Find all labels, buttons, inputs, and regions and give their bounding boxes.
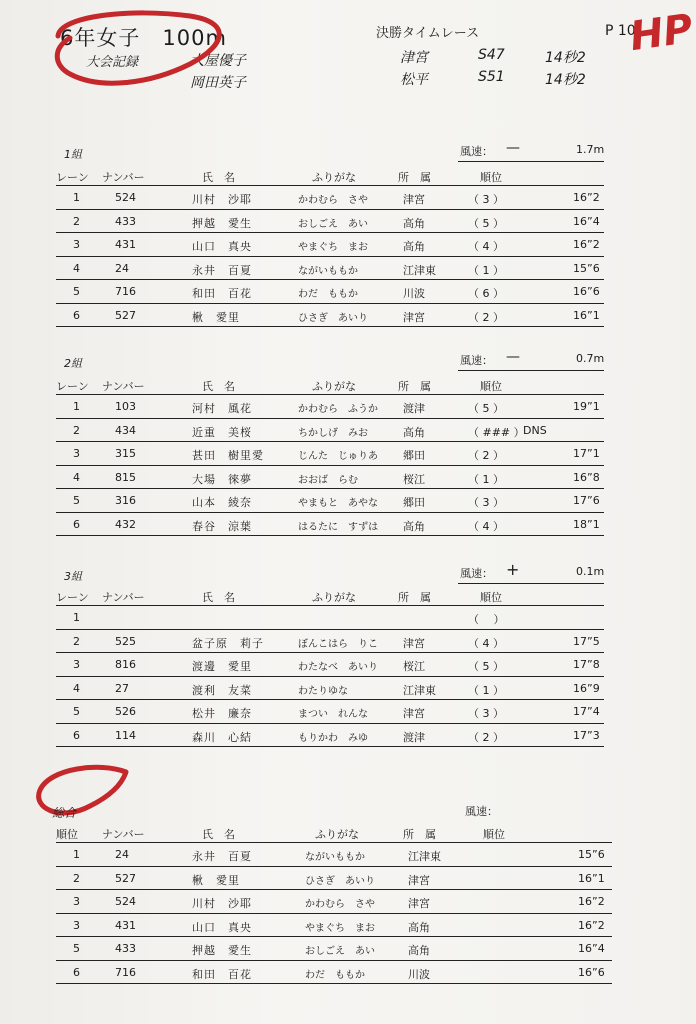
table-row bbox=[0, 653, 680, 676]
record-label: 大会記録 bbox=[86, 55, 139, 70]
table-row bbox=[0, 843, 680, 866]
name-cell: 山口 真央 bbox=[192, 920, 252, 934]
wind-underline bbox=[458, 161, 604, 162]
record-time-2: 14秒2 bbox=[545, 72, 586, 88]
rank-cell: （ ） bbox=[468, 613, 505, 626]
number-cell: 716 bbox=[115, 965, 136, 979]
col-overall-rank: 順位 bbox=[56, 828, 78, 841]
col-name: 氏 名 bbox=[202, 828, 235, 841]
rank-cell: （ 4 ） bbox=[468, 240, 504, 253]
number-cell: 816 bbox=[115, 658, 136, 671]
col-lane: レーン bbox=[56, 380, 89, 393]
table-row bbox=[0, 210, 680, 233]
time-cell: 16”2 bbox=[573, 191, 600, 204]
wind-value: 1.7m bbox=[576, 143, 605, 156]
rank-cell: （ 3 ） bbox=[468, 193, 504, 206]
team-cell: 津宮 bbox=[403, 636, 425, 650]
dns-cell: DNS bbox=[523, 423, 547, 437]
number-cell: 315 bbox=[115, 447, 136, 460]
furigana-cell: わたなべ あいり bbox=[298, 662, 378, 673]
table-row bbox=[0, 890, 680, 913]
time-cell: 15”6 bbox=[573, 261, 600, 275]
team-cell: 津宮 bbox=[403, 193, 425, 206]
red-circle-mark bbox=[40, 4, 230, 94]
lane-cell: 2 bbox=[73, 634, 80, 648]
team-cell: 津宮 bbox=[408, 897, 430, 910]
team-cell: 川波 bbox=[408, 967, 430, 981]
team-cell: 川波 bbox=[403, 287, 425, 300]
team-cell: 江津東 bbox=[403, 263, 436, 277]
furigana-cell: ひさぎ あいり bbox=[305, 875, 375, 887]
lane-cell: 4 bbox=[73, 470, 80, 484]
table-row bbox=[0, 395, 680, 418]
table-row bbox=[0, 914, 680, 937]
col-lane: レーン bbox=[56, 171, 89, 184]
time-cell: 16”8 bbox=[573, 470, 600, 484]
team-cell: 高角 bbox=[403, 216, 425, 230]
row-rule bbox=[56, 326, 604, 327]
furigana-cell: かわむら さや bbox=[305, 899, 375, 910]
team-cell: 江津東 bbox=[403, 683, 436, 697]
team-cell: 高角 bbox=[403, 240, 425, 253]
time-cell: 16”2 bbox=[578, 895, 605, 908]
furigana-cell: わたりゆな bbox=[298, 685, 348, 697]
number-cell: 716 bbox=[115, 285, 136, 298]
row-rule bbox=[56, 746, 604, 747]
number-cell: 431 bbox=[115, 238, 136, 251]
furigana-cell: ちかしげ みお bbox=[298, 427, 368, 439]
team-cell: 江津東 bbox=[408, 850, 441, 863]
furigana-cell: かわむら さや bbox=[298, 195, 368, 206]
time-cell: 17”8 bbox=[573, 658, 600, 671]
name-cell: 松井 廉奈 bbox=[192, 707, 252, 720]
col-name: 氏 名 bbox=[202, 380, 235, 393]
lane-cell: 3 bbox=[73, 238, 80, 251]
row-rule bbox=[56, 535, 604, 536]
furigana-cell: はるたに すずは bbox=[298, 521, 379, 533]
overall-rank-cell: 5 bbox=[73, 942, 80, 955]
table-row bbox=[0, 937, 680, 960]
table-row bbox=[0, 630, 680, 653]
rank-cell: （ ### ） bbox=[468, 425, 525, 439]
time-cell: 17”6 bbox=[573, 494, 600, 507]
team-cell: 桜江 bbox=[403, 660, 425, 673]
wind-label: 風速： bbox=[460, 567, 493, 580]
number-cell: 434 bbox=[115, 423, 136, 437]
wind-label: 風速： bbox=[465, 805, 498, 818]
time-cell: 17”3 bbox=[573, 728, 600, 742]
table-row bbox=[0, 961, 680, 984]
lane-cell: 5 bbox=[73, 705, 80, 718]
name-cell: 和田 百花 bbox=[192, 967, 252, 981]
table-row bbox=[0, 233, 680, 256]
table-row bbox=[0, 442, 680, 465]
furigana-cell: まつい れんな bbox=[298, 709, 368, 720]
lane-cell: 1 bbox=[73, 191, 80, 204]
lane-cell: 2 bbox=[73, 423, 80, 437]
heat-label: 3組 bbox=[64, 570, 82, 583]
col-number: ナンバー bbox=[102, 171, 145, 184]
name-cell: 押越 愛生 bbox=[192, 944, 252, 957]
col-team: 所 属 bbox=[398, 171, 431, 184]
lane-cell: 5 bbox=[73, 494, 80, 507]
record-time-1: 14秒2 bbox=[545, 50, 586, 66]
col-team: 所 属 bbox=[398, 591, 431, 604]
overall-rank-cell: 3 bbox=[73, 895, 80, 908]
furigana-cell: わだ ももか bbox=[305, 969, 365, 981]
race-type: 決勝タイムレース bbox=[376, 26, 480, 41]
time-cell: 17”4 bbox=[573, 705, 600, 718]
name-cell: 山口 真央 bbox=[192, 240, 252, 253]
number-cell: 525 bbox=[115, 634, 136, 648]
number-cell: 431 bbox=[115, 918, 136, 932]
rank-cell: （ 3 ） bbox=[468, 496, 504, 509]
wind-label: 風速： bbox=[460, 354, 493, 367]
furigana-cell: やまぐち まお bbox=[298, 242, 368, 253]
number-cell: 432 bbox=[115, 517, 136, 531]
time-cell: 16”2 bbox=[573, 238, 600, 251]
record-year-2: S51 bbox=[478, 69, 505, 85]
lane-cell: 4 bbox=[73, 681, 80, 695]
name-cell: 押越 愛生 bbox=[192, 216, 252, 230]
rank-cell: （ 5 ） bbox=[468, 660, 504, 673]
time-cell: 16”1 bbox=[573, 308, 600, 322]
rank-cell: （ 1 ） bbox=[468, 263, 504, 277]
wind-value: 0.1m bbox=[576, 565, 605, 578]
name-cell: 盆子原 莉子 bbox=[192, 636, 264, 650]
name-cell: 和田 百花 bbox=[192, 287, 252, 300]
number-cell: 527 bbox=[115, 308, 136, 322]
col-number: ナンバー bbox=[102, 828, 145, 841]
number-cell: 815 bbox=[115, 470, 136, 484]
name-cell: 甚田 樹里愛 bbox=[192, 449, 264, 462]
col-rank: 順位 bbox=[480, 591, 502, 604]
table-row bbox=[0, 724, 680, 747]
col-furigana: ふりがな bbox=[312, 591, 356, 604]
table-row bbox=[0, 280, 680, 303]
team-cell: 渡津 bbox=[403, 730, 425, 744]
name-cell: 山本 綾奈 bbox=[192, 496, 252, 509]
time-cell: 16”1 bbox=[578, 871, 605, 885]
furigana-cell: ながいももか bbox=[305, 852, 365, 863]
name-cell: 春谷 涼葉 bbox=[192, 519, 252, 533]
record-year-1: S47 bbox=[478, 47, 505, 63]
col-team: 所 属 bbox=[403, 828, 436, 841]
col-lane: レーン bbox=[56, 591, 89, 604]
name-cell: 大場 徠夢 bbox=[192, 472, 252, 486]
number-cell: 27 bbox=[115, 681, 129, 695]
table-row bbox=[0, 466, 680, 489]
name-cell: 永井 百夏 bbox=[192, 850, 252, 863]
number-cell: 524 bbox=[115, 191, 136, 204]
team-cell: 郷田 bbox=[403, 449, 425, 462]
team-cell: 高角 bbox=[408, 920, 430, 934]
col-furigana: ふりがな bbox=[315, 828, 359, 841]
lane-cell: 5 bbox=[73, 285, 80, 298]
number-cell: 524 bbox=[115, 895, 136, 908]
col-name: 氏 名 bbox=[202, 591, 235, 604]
rank-cell: （ 5 ） bbox=[468, 402, 504, 415]
rank-cell: （ 4 ） bbox=[468, 636, 504, 650]
name-cell: 永井 百夏 bbox=[192, 263, 252, 277]
lane-cell: 1 bbox=[73, 400, 80, 413]
name-cell: 渡邊 愛里 bbox=[192, 660, 252, 673]
col-rank: 順位 bbox=[483, 828, 505, 841]
rank-cell: （ 2 ） bbox=[468, 730, 504, 744]
team-cell: 桜江 bbox=[403, 472, 425, 486]
number-cell: 433 bbox=[115, 942, 136, 955]
record-team-2: 松平 bbox=[400, 72, 428, 88]
table-row bbox=[0, 677, 680, 700]
furigana-cell: わだ ももか bbox=[298, 289, 358, 300]
wind-sign: — bbox=[506, 140, 520, 156]
red-circle-mark-overall bbox=[30, 760, 140, 830]
heat-label: 2組 bbox=[64, 357, 82, 370]
event-title: 6年女子 100m bbox=[60, 26, 227, 50]
number-cell: 316 bbox=[115, 494, 136, 507]
team-cell: 高角 bbox=[408, 944, 430, 957]
furigana-cell: おしごえ あい bbox=[298, 218, 368, 230]
table-row bbox=[0, 257, 680, 280]
team-cell: 高角 bbox=[403, 519, 425, 533]
col-furigana: ふりがな bbox=[312, 380, 356, 393]
furigana-cell: かわむら ふうか bbox=[298, 404, 378, 415]
team-cell: 渡津 bbox=[403, 402, 425, 415]
lane-cell: 2 bbox=[73, 214, 80, 228]
name-cell: 渡利 友菜 bbox=[192, 683, 252, 697]
page-number: P 10 bbox=[605, 23, 636, 39]
lane-cell: 3 bbox=[73, 447, 80, 460]
col-number: ナンバー bbox=[102, 380, 145, 393]
wind-value: 0.7m bbox=[576, 352, 605, 365]
wind-sign: + bbox=[506, 560, 520, 579]
team-cell: 津宮 bbox=[403, 310, 425, 324]
name-cell: 河村 風花 bbox=[192, 402, 252, 415]
team-cell: 津宮 bbox=[408, 873, 430, 887]
table-row bbox=[0, 419, 680, 442]
rank-cell: （ 6 ） bbox=[468, 287, 504, 300]
lane-cell: 6 bbox=[73, 517, 80, 531]
time-cell: 19”1 bbox=[573, 400, 600, 413]
table-row bbox=[0, 304, 680, 327]
furigana-cell: ひさぎ あいり bbox=[298, 312, 368, 324]
time-cell: 16”6 bbox=[578, 965, 605, 979]
time-cell: 18”1 bbox=[573, 517, 600, 531]
furigana-cell: やまもと あやな bbox=[298, 498, 378, 509]
table-row bbox=[0, 606, 680, 629]
overall-rank-cell: 1 bbox=[73, 848, 80, 861]
rank-cell: （ 5 ） bbox=[468, 216, 504, 230]
wind-label: 風速： bbox=[460, 145, 493, 158]
furigana-cell: ぼんこはら りこ bbox=[298, 638, 378, 650]
lane-cell: 6 bbox=[73, 728, 80, 742]
number-cell: 103 bbox=[115, 400, 136, 413]
furigana-cell: ながいももか bbox=[298, 265, 358, 277]
overall-rank-cell: 6 bbox=[73, 965, 80, 979]
col-rank: 順位 bbox=[480, 380, 502, 393]
table-row bbox=[0, 700, 680, 723]
col-rank: 順位 bbox=[480, 171, 502, 184]
number-cell: 527 bbox=[115, 871, 136, 885]
col-team: 所 属 bbox=[398, 380, 431, 393]
overall-rank-cell: 2 bbox=[73, 871, 80, 885]
name-cell: 川村 沙耶 bbox=[192, 193, 252, 206]
furigana-cell: おしごえ あい bbox=[305, 946, 375, 957]
team-cell: 津宮 bbox=[403, 707, 425, 720]
team-cell: 高角 bbox=[403, 425, 425, 439]
team-cell: 郷田 bbox=[403, 496, 425, 509]
time-cell: 16”4 bbox=[578, 942, 605, 955]
number-cell: 114 bbox=[115, 728, 136, 742]
lane-cell: 1 bbox=[73, 611, 80, 624]
rank-cell: （ 3 ） bbox=[468, 707, 504, 720]
rank-cell: （ 4 ） bbox=[468, 519, 504, 533]
time-cell: 16”2 bbox=[578, 918, 605, 932]
time-cell: 17”1 bbox=[573, 447, 600, 460]
record-holder-1: 大屋優子 bbox=[190, 53, 246, 69]
table-row bbox=[0, 489, 680, 512]
table-row bbox=[0, 513, 680, 536]
record-holder-2: 岡田英子 bbox=[190, 75, 246, 91]
lane-cell: 4 bbox=[73, 261, 80, 275]
heat-label: 1組 bbox=[64, 148, 82, 161]
furigana-cell: おおば らむ bbox=[298, 474, 358, 486]
time-cell: 16”9 bbox=[573, 681, 600, 695]
name-cell: 近重 美桜 bbox=[192, 425, 252, 439]
furigana-cell: もりかわ みゆ bbox=[298, 732, 368, 744]
wind-sign: — bbox=[506, 349, 520, 365]
number-cell: 433 bbox=[115, 214, 136, 228]
name-cell: 森川 心結 bbox=[192, 730, 252, 744]
wind-underline bbox=[458, 370, 604, 371]
name-cell: 川村 沙耶 bbox=[192, 897, 252, 910]
number-cell: 24 bbox=[115, 848, 129, 861]
hp-mark: HP bbox=[627, 5, 696, 61]
time-cell: 17”5 bbox=[573, 634, 600, 648]
lane-cell: 6 bbox=[73, 308, 80, 322]
lane-cell: 3 bbox=[73, 658, 80, 671]
col-furigana: ふりがな bbox=[312, 171, 356, 184]
furigana-cell: やまぐち まお bbox=[305, 922, 375, 934]
col-number: ナンバー bbox=[102, 591, 145, 604]
name-cell: 楸 愛里 bbox=[192, 873, 240, 887]
overall-label: 総合 bbox=[52, 806, 77, 820]
rank-cell: （ 2 ） bbox=[468, 310, 504, 324]
record-team-1: 津宮 bbox=[400, 50, 428, 66]
number-cell: 24 bbox=[115, 261, 129, 275]
overall-rank-cell: 3 bbox=[73, 918, 80, 932]
time-cell: 16”4 bbox=[573, 214, 600, 228]
rank-cell: （ 1 ） bbox=[468, 472, 504, 486]
time-cell: 15”6 bbox=[578, 848, 605, 861]
rank-cell: （ 1 ） bbox=[468, 683, 504, 697]
rank-cell: （ 2 ） bbox=[468, 449, 504, 462]
table-row bbox=[0, 867, 680, 890]
name-cell: 楸 愛里 bbox=[192, 310, 240, 324]
row-rule bbox=[56, 983, 612, 984]
col-name: 氏 名 bbox=[202, 171, 235, 184]
wind-underline bbox=[458, 583, 604, 584]
table-row bbox=[0, 186, 680, 209]
time-cell: 16”6 bbox=[573, 285, 600, 298]
number-cell: 526 bbox=[115, 705, 136, 718]
furigana-cell: じんた じゅりあ bbox=[298, 451, 378, 462]
